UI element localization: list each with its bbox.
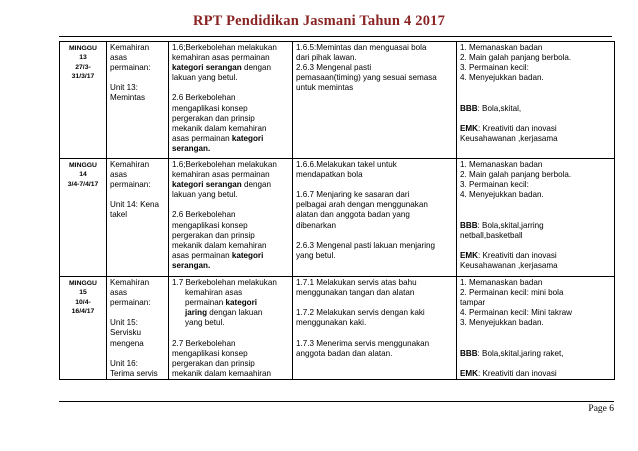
text: 2. Main galah panjang berbola.: [460, 53, 572, 63]
table-row: [60, 42, 615, 159]
cell-line: 2.6.3 Mengenal pasti: [296, 63, 372, 73]
cell-line: [460, 43, 611, 53]
cell-line: [172, 134, 289, 144]
cell-line: takel: [110, 210, 128, 220]
text: kemahiran asas: [185, 288, 243, 298]
cell-line: [460, 308, 611, 318]
cell-line: dari pihak lawan.: [296, 53, 357, 63]
text: 1.6;Berkebolehan melakukan: [172, 43, 277, 52]
text: lakuan yang betul.: [172, 73, 238, 83]
cell-line: alatan dan anggota badan yang: [296, 210, 410, 220]
cell-line: [172, 114, 289, 124]
text: : Bola,skital,: [477, 103, 522, 113]
text: 2.6 Berkebolehan: [172, 93, 236, 103]
cell-line: [172, 190, 289, 200]
cell-line: 27/3-: [75, 63, 91, 71]
standard-kandungan-cell: [169, 159, 293, 277]
cell-line: [172, 298, 289, 308]
blank-line: [172, 328, 289, 338]
text: dengan: [241, 63, 271, 73]
text: 2.6 Berkebolehan: [172, 210, 236, 220]
cell-line: [460, 63, 611, 73]
text: dengan: [241, 180, 271, 190]
standard-pembelajaran-cell: [293, 159, 457, 277]
aktiviti-cell: [457, 42, 615, 159]
standard-pembelajaran-cell: [293, 277, 457, 380]
cell-line: permainan:: [110, 63, 151, 73]
cell-line: MINGGU: [69, 280, 97, 287]
cell-line: [460, 73, 611, 83]
blank-line: [110, 308, 165, 318]
cell-line: Kemahiran: [110, 278, 150, 287]
cell-line: [172, 288, 289, 298]
text: mengaplikasi konsep: [172, 348, 248, 358]
cell-line: [172, 43, 289, 53]
text: : Bola,skital,jarring: [477, 220, 544, 230]
cell-line: Memintas: [110, 93, 146, 103]
text: 1. Memanaskan badan: [460, 43, 543, 52]
cell-line: [172, 63, 289, 73]
cell-line: [460, 349, 611, 359]
bold-text: EMK: [460, 250, 478, 260]
text: mengaplikasi konsep: [172, 103, 248, 113]
cell-line: mengena: [110, 338, 144, 348]
text: : Bola,skital,jaring raket,: [477, 348, 564, 358]
cell-line: [172, 231, 289, 241]
text: 2. Permainan kecil: mini bola: [460, 288, 564, 298]
cell-line: 1.7.3 Menerima servis menggunakan: [296, 338, 430, 348]
text: asas permainan: [172, 250, 232, 260]
text: yang betul.: [185, 318, 225, 328]
cell-line: [172, 349, 289, 359]
blank-line: [110, 73, 165, 83]
cell-line: 3/4-7/4/17: [67, 180, 99, 188]
cell-line: [460, 190, 611, 200]
text: mekanik dalam kemahiran: [172, 240, 267, 250]
cell-line: [172, 93, 289, 103]
bold-text: serangan.: [172, 143, 211, 153]
blank-line: [460, 93, 611, 103]
cell-line: [460, 288, 611, 298]
text: mengaplikasi konsep: [172, 220, 248, 230]
text: permainan: [185, 298, 226, 308]
cell-line: [460, 298, 611, 308]
cell-line: Servisku: [110, 328, 142, 338]
page-number: Page 6: [588, 404, 614, 414]
blank-line: [460, 359, 611, 369]
aktiviti-cell: [457, 277, 615, 380]
cell-line: Unit 13:: [110, 83, 138, 93]
cell-line: [172, 53, 289, 63]
text: 2.7 Berkebolehan: [172, 338, 236, 348]
text: mekanik dalam kemahiran: [172, 123, 267, 133]
cell-line: Terima servis: [110, 368, 158, 378]
cell-line: [172, 318, 289, 328]
cell-line: [172, 221, 289, 231]
blank-line: [296, 231, 453, 241]
blank-line: [460, 241, 611, 251]
text: pergerakan dan prinsip: [172, 113, 255, 123]
minggu-cell: [60, 159, 107, 277]
cell-line: permainan:: [110, 180, 151, 190]
text: : Kreativiti dan inovasi: [478, 368, 557, 378]
text: 2. Main galah panjang berbola.: [460, 170, 572, 180]
cell-line: MINGGU: [69, 162, 97, 169]
cell-line: 1.6.5:Memintas dan menguasai bola: [296, 43, 427, 52]
bold-text: kategori serangan: [172, 180, 242, 190]
bold-text: kategori: [231, 250, 264, 260]
cell-line: Unit 16:: [110, 358, 138, 368]
cell-line: menggunakan tangan dan alatan: [296, 288, 415, 298]
cell-line: yang betul.: [296, 250, 336, 260]
cell-line: [460, 53, 611, 63]
cell-line: [460, 134, 611, 144]
cell-line: 13: [79, 54, 87, 62]
cell-line: [172, 144, 289, 154]
blank-line: [460, 83, 611, 93]
bold-text: kategori: [231, 133, 264, 143]
cell-line: [172, 73, 289, 83]
cell-line: pelbagai arah dengan menggunakan: [296, 200, 428, 210]
cell-line: [460, 369, 611, 379]
cell-line: 1.7.2 Melakukan servis dengan kaki: [296, 308, 425, 318]
cell-line: [460, 180, 611, 190]
cell-line: permainan:: [110, 298, 151, 308]
cell-line: [460, 261, 611, 271]
cell-line: menggunakan kaki.: [296, 318, 367, 328]
text: 1.7 Berkebolehan melakukan: [172, 278, 277, 287]
text: : Kreativiti dan inovasi: [478, 123, 557, 133]
cell-line: asas: [110, 53, 128, 63]
cell-line: 1.6.7 Menjaring ke sasaran dari: [296, 190, 410, 200]
text: pergerakan dan prinsip: [172, 358, 255, 368]
text: : Kreativiti dan inovasi: [478, 250, 557, 260]
text: mekanik dalam kemaahiran: [172, 368, 271, 378]
cell-line: Kemahiran: [110, 160, 150, 169]
text: kemahiran asas permainan: [172, 170, 270, 180]
blank-line: [296, 298, 453, 308]
text: netball,basketball: [460, 230, 523, 240]
cell-line: 1.7.1 Melakukan servis atas bahu: [296, 278, 417, 287]
cell-line: [460, 160, 611, 170]
blank-line: [296, 328, 453, 338]
cell-line: MINGGU: [69, 45, 97, 52]
bold-text: BBB: [460, 103, 478, 113]
standard-kandungan-cell: [169, 42, 293, 159]
blank-line: [110, 349, 165, 359]
footer-rule: [59, 401, 614, 402]
cell-line: 14: [79, 171, 87, 179]
cell-line: 10/4-: [75, 298, 91, 306]
cell-line: asas: [110, 170, 128, 180]
cell-line: [172, 261, 289, 271]
bold-text: kategori: [225, 298, 257, 308]
cell-line: 15: [79, 289, 87, 297]
cell-line: [172, 359, 289, 369]
cell-line: [172, 241, 289, 251]
cell-line: [460, 124, 611, 134]
cell-line: [172, 339, 289, 349]
cell-line: [460, 318, 611, 328]
text: 4. Menyejukkan badan.: [460, 73, 544, 83]
cell-line: anggota badan dan alatan.: [296, 348, 393, 358]
text: 1. Memanaskan badan: [460, 278, 543, 287]
text: asas permainan: [172, 133, 232, 143]
text: 3. Permainan kecil:: [460, 180, 529, 190]
cell-line: [172, 251, 289, 261]
blank-line: [172, 200, 289, 210]
blank-line: [460, 339, 611, 349]
text: 1.6;Berkebolehan melakukan: [172, 160, 277, 169]
text: 3. Permainan kecil:: [460, 63, 529, 73]
text: Keusahawanan ,kerjasama: [460, 133, 558, 143]
kemahiran-cell: [107, 159, 169, 277]
text: dengan lakuan: [207, 308, 263, 318]
text: tampar: [460, 298, 486, 308]
kemahiran-cell: [107, 42, 169, 159]
text: 1. Memanaskan badan: [460, 160, 543, 169]
cell-line: 1.6.6.Melakukan takel untuk: [296, 160, 397, 169]
text: 4. Permainan kecil: Mini takraw: [460, 308, 573, 318]
cell-line: pemasaan(timing) yang sesuai semasa: [296, 73, 437, 83]
text: lakuan yang betul.: [172, 190, 238, 200]
blank-line: [110, 190, 165, 200]
bold-text: serangan.: [172, 260, 211, 270]
standard-pembelajaran-cell: [293, 42, 457, 159]
cell-line: [460, 231, 611, 241]
cell-line: [460, 278, 611, 288]
minggu-cell: [60, 42, 107, 159]
blank-line: [296, 180, 453, 190]
cell-line: 16/4/17: [71, 308, 95, 316]
document-title: RPT Pendidikan Jasmani Tahun 4 2017: [192, 13, 446, 29]
cell-line: 31/3/17: [71, 73, 95, 81]
cell-line: [172, 180, 289, 190]
text: kemahiran asas permainan: [172, 53, 270, 63]
cell-line: [172, 210, 289, 220]
cell-line: [460, 221, 611, 231]
cell-line: [172, 104, 289, 114]
blank-line: [460, 328, 611, 338]
aktiviti-cell: [457, 159, 615, 277]
kemahiran-cell: [107, 277, 169, 380]
cell-line: [460, 104, 611, 114]
table-row: [60, 277, 615, 380]
text: 3. Menyejukkan badan.: [460, 318, 544, 328]
cell-line: mendapatkan bola: [296, 170, 363, 180]
cell-line: Kemahiran: [110, 43, 150, 52]
cell-line: [172, 160, 289, 170]
cell-line: [172, 308, 289, 318]
bold-text: BBB: [460, 348, 478, 358]
cell-line: [172, 124, 289, 134]
bold-text: BBB: [460, 220, 478, 230]
cell-line: [172, 170, 289, 180]
rpt-table: [59, 41, 615, 380]
blank-line: [460, 210, 611, 220]
cell-line: untuk memintas: [296, 83, 354, 93]
cell-line: Unit 15:: [110, 318, 138, 328]
header-rule: [59, 36, 612, 37]
cell-line: Unit 14: Kena: [110, 200, 160, 210]
cell-line: [460, 251, 611, 261]
bold-text: kategori serangan: [172, 63, 242, 73]
text: Keusahawanan ,kerjasama: [460, 260, 558, 270]
blank-line: [460, 114, 611, 124]
minggu-cell: [60, 277, 107, 380]
cell-line: [172, 369, 289, 379]
bold-text: jaring: [185, 308, 208, 318]
table-row: [60, 159, 615, 277]
rpt-table-body: [60, 42, 615, 380]
standard-kandungan-cell: [169, 277, 293, 380]
text: 4. Menyejukkan badan.: [460, 190, 544, 200]
blank-line: [172, 83, 289, 93]
text: pergerakan dan prinsip: [172, 230, 255, 240]
cell-line: dibenarkan: [296, 220, 337, 230]
bold-text: EMK: [460, 368, 478, 378]
cell-line: 2.6.3 Mengenal pasti lakuan menjaring: [296, 240, 436, 250]
cell-line: [172, 278, 289, 288]
bold-text: EMK: [460, 123, 478, 133]
cell-line: [460, 170, 611, 180]
blank-line: [460, 200, 611, 210]
cell-line: asas: [110, 288, 128, 298]
